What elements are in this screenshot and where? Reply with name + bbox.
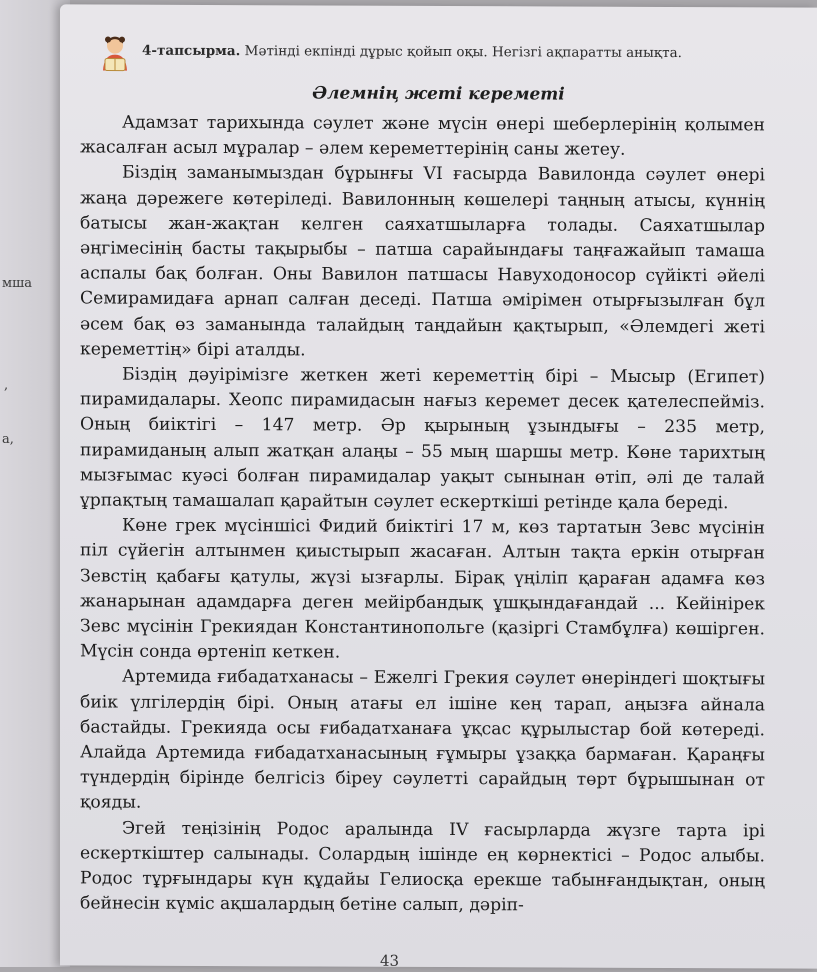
task-label: 4-тапсырма.	[142, 42, 241, 60]
left-page-fragment: ,	[4, 378, 9, 393]
paragraph: Артемида ғибадатханасы – Ежелгі Грекия сәулет өнеріндегі шоқтығы биік үлгілердің бірі. Оның атағы ел ішіне кең тарап, аңызға айнала бастайды. Грекияда осы ғибадатханаға ұқсас құрылыстар бой көтереді. Алайда Артемида ғибадатханасының ғұмыры ұзаққа бармаған. Қараңғы түндердің бірінде белгісіз біреу сәулетті сарайдың төрт бұрышынан от қояды.	[80, 667, 765, 814]
paragraph: Көне грек мүсіншісі Фидий биіктігі 17 м, көз тартатын Зевс мүсінін піл сүйегін алтынмен қиыстырып жасаған. Алтын тақта еркін отырған Зевстің қабағы қатулы, жүзі ызғарлы. Бірақ үңіліп қараған адамға көз жанарынан адамдарға деген мейірбандық ұшқындағандай ... Кейінірек Зевс мүсінін Грекиядан Константинопольге (қазіргі Стамбұлға) көшірген. Мүсін сонда өртеніп кеткен.	[80, 515, 765, 663]
left-page-fragment: мша	[2, 276, 32, 291]
paragraph: Біздің заманымыздан бұрынғы VI ғасырда Вавилонда сәулет өнері жаңа дәрежеге көтеріледі. Вавилонның көшелері таңның атысы, күннің батысы жан-жақтан келген саяхатшыларға толады. Саяхатшылар әңгімесінің басты тақырыбы – патша сарайындағы таңғажайып тамаша аспалы бақ болған. Оны Вавилон патшасы Навуходоносор сүйікті әйелі Семирамидаға арнап салған деседі. Патша әмірімен отырғызылған бұл әсем бақ өз заманында талайдың таңдайын қақтырып, «Әлемдегі жеті кереметтің» бірі аталды.	[80, 163, 765, 361]
task-header	[98, 31, 798, 80]
main-text	[80, 110, 765, 919]
textbook-page	[60, 4, 817, 968]
left-page-fragment: а,	[2, 432, 14, 447]
task-instruction	[142, 43, 682, 61]
paragraph: Адамзат тарихында сәулет және мүсін өнері шеберлерінің қолымен жасалған асыл мұралар – әлем кереметтерінің саны жетеу.	[80, 112, 765, 161]
reading-child-icon	[98, 35, 132, 73]
page-title: Әлемнің жеті кереметі	[312, 83, 565, 105]
paragraph: Эгей теңізінің Родос аралында IV ғасырларда жүзге тарта ірі ескерткіштер салынады. Солардың ішінде ең көрнектісі – Родос алыбы. Родос тұрғындары күн құдайы Гелиосқа ерекше табынғандықтан, оның бейнесін күміс ақшалардың бетіне салып, дәріп-	[80, 818, 765, 916]
paragraph: Біздің дәуірімізге жеткен жеті кереметтің бірі – Мысыр (Египет) пирамидалары. Хеопс пирамидасын нағыз керемет десек қателеспейміз. Оның биіктігі – 147 метр. Әр қырының ұзындығы – 235 метр, пирамиданың алып жатқан алаңы – 55 мың шаршы метр. Көне тарихтың мызғымас куәсі болған пирамидалар уақыт сынынан өтіп, әлі де талай ұрпақтың тамашалап қарайтын сәулет ескерткіші ретінде қала береді.	[80, 364, 765, 514]
page-number: 43	[380, 951, 400, 970]
task-text: Мәтінді екпінді дұрыс қойып оқы. Негізгі ақпаратты анықта.	[244, 43, 682, 62]
